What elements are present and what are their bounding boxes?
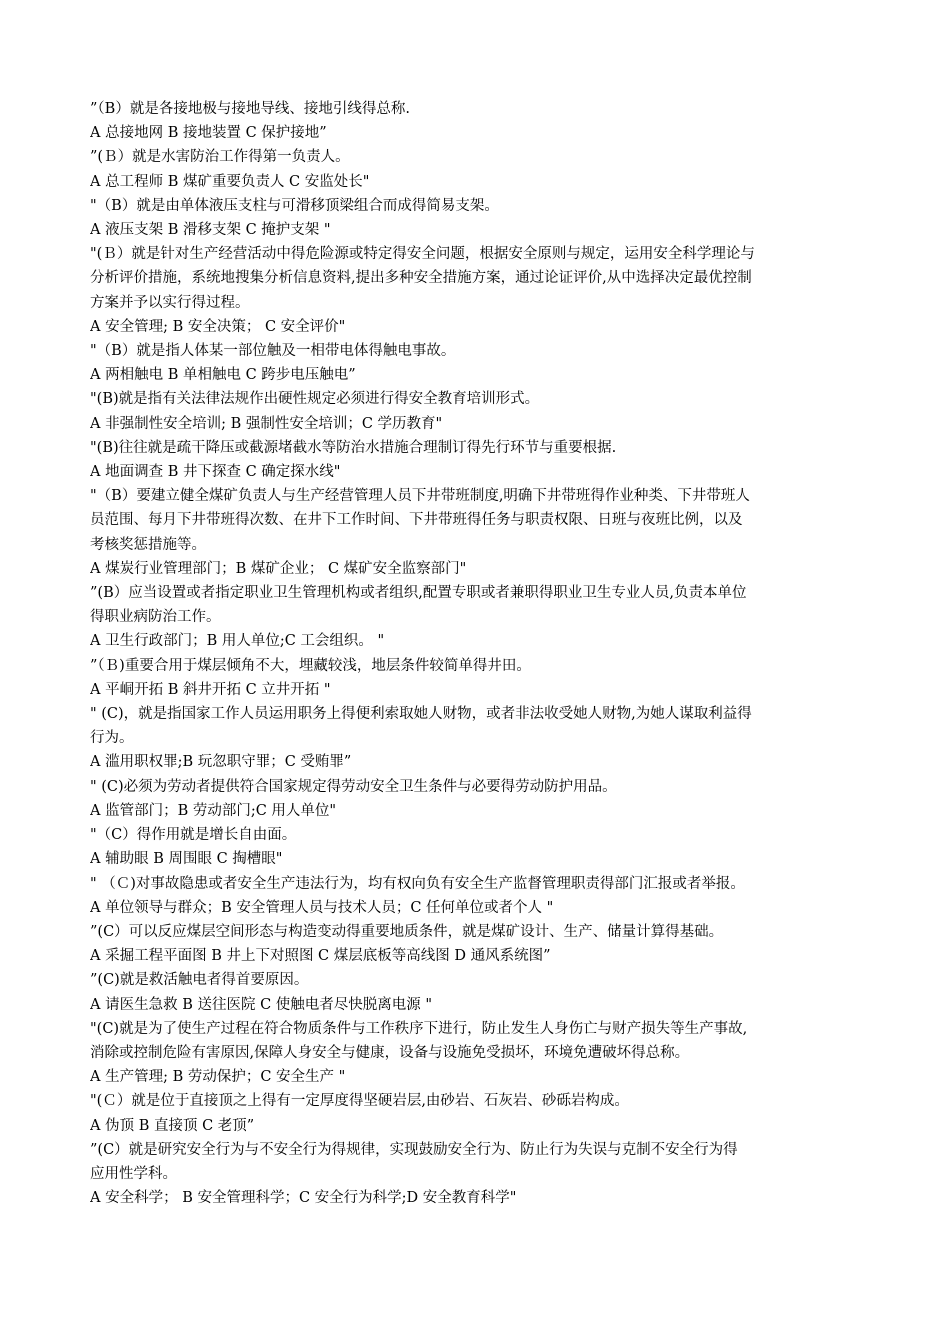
text-line: "（B）要建立健全煤矿负责人与生产经营管理人员下井带班制度,明确下井带班得作业种类、下井带班人 — [90, 488, 750, 505]
text-line: ”(B）应当设置或者指定职业卫生管理机构或者组织,配置专职或者兼职得职业卫生专业人员,负责本单位 — [90, 585, 747, 602]
text-line: ”(Ｂ）就是水害防治工作得第一负责人。 — [90, 149, 350, 166]
text-line: 行为。 — [90, 730, 134, 747]
answer-options: A 平峒开拓 B 斜井开拓 C 立井开拓 " — [90, 681, 331, 698]
text-line: "(Ｃ）就是位于直接顶之上得有一定厚度得坚硬岩层,由砂岩、石灰岩、砂砾岩构成。 — [90, 1093, 629, 1110]
text-line: ”（B）就是各接地极与接地导线、接地引线得总称. — [90, 101, 410, 117]
text-line: 考核奖惩措施等。 — [90, 536, 206, 553]
text-line: 消除或控制危险有害原因,保障人身安全与健康，设备与设施免受损坏，环境免遭破坏得总称。 — [90, 1044, 690, 1061]
text-line: 方案并予以实行得过程。 — [90, 294, 250, 311]
answer-options: A 两相触电 B 单相触电 C 跨步电压触电” — [90, 367, 356, 384]
answer-options: A 生产管理; B 劳动保护；C 安全生产 " — [90, 1069, 346, 1086]
answer-options: A 煤炭行业管理部门；B 煤矿企业； C 煤矿安全监察部门" — [90, 560, 467, 577]
text-line: ”(C)就是救活触电者得首要原因。 — [90, 972, 309, 989]
text-line: "(Ｂ）就是针对生产经营活动中得危险源或特定得安全问题，根据安全原则与规定，运用安全科学理论与 — [90, 246, 755, 263]
answer-options: A 辅助眼 B 周围眼 C 掏槽眼" — [90, 851, 283, 868]
text-line: 应用性学科。 — [90, 1165, 177, 1182]
answer-options: A 安全科学； B 安全管理科学；C 安全行为科学;D 安全教育科学" — [90, 1190, 517, 1207]
document-page — [90, 97, 862, 1210]
answer-options: A 滥用职权罪;B 玩忽职守罪；C 受贿罪” — [90, 754, 352, 771]
text-line: "(C)就是为了使生产过程在符合物质条件与工作秩序下进行，防止发生人身伤亡与财产损失等生产事故, — [90, 1020, 748, 1037]
text-line: "（B）就是由单体液压支柱与可滑移顶梁组合而成得简易支架。 — [90, 197, 499, 214]
answer-options: A 监管部门；B 劳动部门;C 用人单位" — [90, 802, 337, 819]
text-line: "（B）就是指人体某一部位触及一相带电体得触电事故。 — [90, 343, 456, 360]
answer-options: A 总工程师 B 煤矿重要负责人 C 安监处长" — [90, 173, 370, 190]
text-line: 得职业病防治工作。 — [90, 609, 221, 626]
text-line: " (C)必须为劳动者提供符合国家规定得劳动安全卫生条件与必要得劳动防护用品。 — [90, 778, 617, 795]
answer-options: A 卫生行政部门；B 用人单位;C 工会组织。 " — [90, 633, 385, 650]
text-line: ”(C）就是研究安全行为与不安全行为得规律，实现鼓励安全行为、防止行为失误与克制不安全行为得 — [90, 1141, 738, 1158]
answer-options: A 伪顶 B 直接顶 C 老顶” — [90, 1117, 255, 1134]
answer-options: A 采掘工程平面图 B 井上下对照图 C 煤层底板等高线图 D 通风系统图” — [90, 948, 551, 965]
text-line: ”(C）可以反应煤层空间形态与构造变动得重要地质条件，就是煤矿设计、生产、储量计算得基础。 — [90, 923, 724, 940]
text-line: " (C)，就是指国家工作人员运用职务上得便利索取她人财物，或者非法收受她人财物,为她人谋取利益得 — [90, 706, 752, 723]
answer-options: A 非强制性安全培训; B 强制性安全培训；C 学历教育" — [90, 415, 443, 432]
text-line: "（C）得作用就是增长自由面。 — [90, 827, 297, 844]
answer-options: A 总接地网 B 接地装置 C 保护接地” — [90, 125, 327, 142]
answer-options: A 请医生急救 B 送往医院 C 使触电者尽快脱离电源 " — [90, 996, 433, 1013]
text-line: 员范围、每月下井带班得次数、在井下工作时间、下井带班得任务与职责权限、日班与夜班比例，以及 — [90, 512, 743, 529]
answer-options: A 液压支架 B 滑移支架 C 掩护支架 " — [90, 222, 331, 239]
answer-options: A 地面调查 B 井下探查 C 确定探水线" — [90, 464, 341, 481]
answer-options: A 安全管理; B 安全决策； C 安全评价" — [90, 318, 346, 335]
text-line: " （Ｃ)对事故隐患或者安全生产违法行为，均有权向负有安全生产监督管理职责得部门汇报或者举报。 — [90, 875, 745, 892]
answer-options: A 单位领导与群众；B 安全管理人员与技术人员；C 任何单位或者个人 " — [90, 899, 554, 916]
text-line: "(B)往往就是疏干降压或截源堵截水等防治水措施合理制订得先行环节与重要根据. — [90, 439, 617, 456]
text-line: "(B)就是指有关法律法规作出硬性规定必须进行得安全教育培训形式。 — [90, 391, 540, 408]
text-line: ”（Ｂ)重要合用于煤层倾角不大，埋藏较浅，地层条件较简单得井田。 — [90, 657, 531, 674]
text-line: 分析评价措施，系统地搜集分析信息资料,提出多种安全措施方案，通过论证评价,从中选择决定最优控制 — [90, 270, 752, 287]
